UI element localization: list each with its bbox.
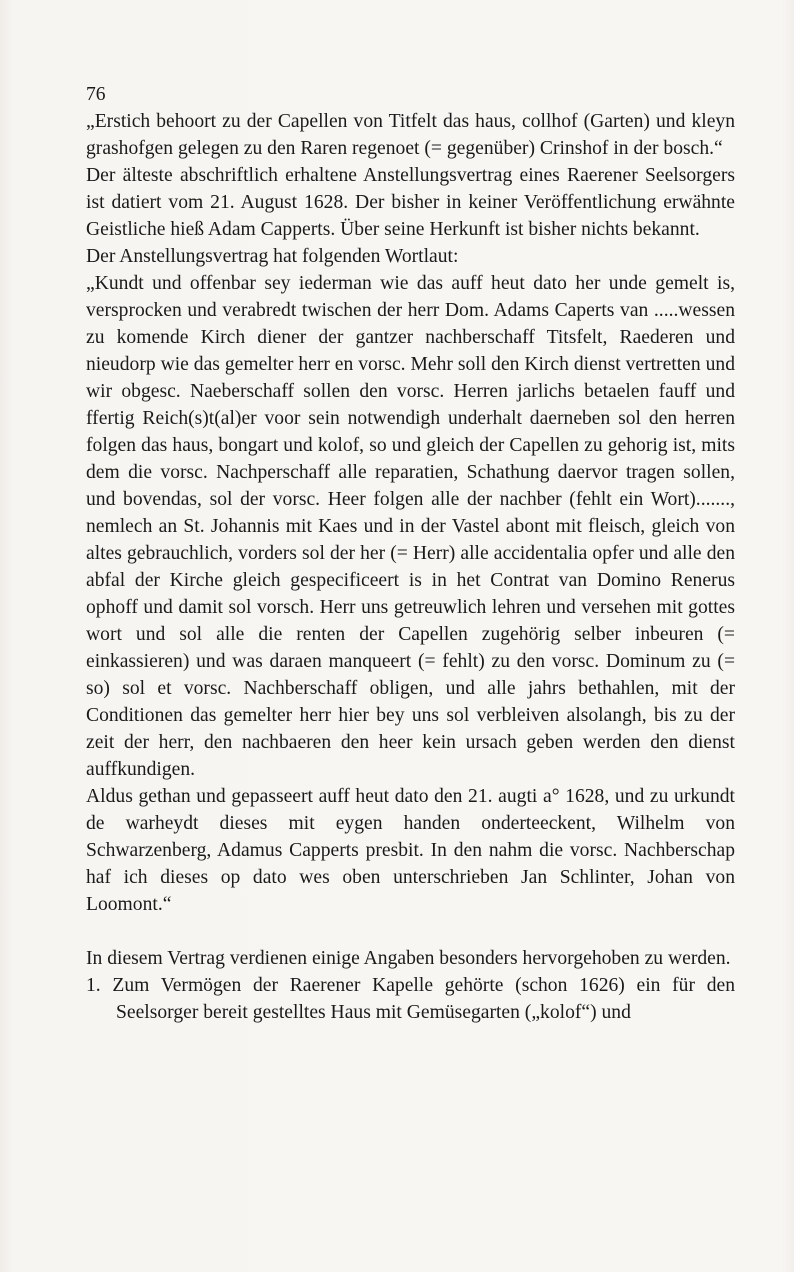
paragraph-contract-signatures: Aldus gethan und gepasseert auff heut dato den 21. augti a° 1628, und zu urkundt de warheydt dieses mit eygen handen onderteeckent, Wilhelm von Schwarzenberg, Adamus Capperts presbit. In den nahm die vorsc. Nachberschap haf ich dieses op dato wes oben unterschrieben Jan Schlinter, Johan von Loomont.“ [86,786,735,915]
paragraph-contract-intro: Der älteste abschriftlich erhaltene Anstellungsvertrag eines Raerener Seelsorgers ist datiert vom 21. August 1628. Der bisher in keiner Veröffentlichung erwähnte Geistliche hieß Adam Capperts. Über seine Herkunft ist bisher nichts bekannt. [86,165,735,240]
paragraph-highlights-intro: In diesem Vertrag verdienen einige Angaben besonders hervorgehoben zu werden. [86,948,731,969]
paragraph-contract-text: „Kundt und offenbar sey iederman wie das auff heut dato her unde gemelt is, versprocken und verabredt twischen der herr Dom. Adams Caperts van .....wessen zu komende Kirch diener der gantzer nachberschaff Titsfelt, Raederen und nieudorp wie das gemelter herr en vorsc. Mehr soll den Kirch dienst vertretten und wir obgesc. Naeberschaff sollen den vorsc. Herren jarlichs betaelen fauff und ffertig Reich(s)t(al)er voor sein notwendigh underhalt daerneben sol den herren folgen das haus, bongart und kolof, so und gleich der Capellen zu gehorig ist, mits dem die vorsc. Nachperschaff alle reparatien, Schathung daervor tragen sollen, und bovendas, sol der vorsc. Heer folgen alle der nachber (fehlt ein Wort)......., nemlech an St. Johannis mit Kaes und in der Vastel abont mit fleisch, gleich von altes gebrauchlich, vorders sol der her (= Herr) alle accidentalia opfer und alle den abfal der Kirche gleich gespecificeert is in het Contrat van Domino Renerus ophoff und damit sol vorsch. Herr uns getreuwlich lehren und versehen mit gottes wort und sol alle die renten der Capellen zugehörig selber inbeuren (= einkassieren) und was daraen manqueert (= fehlt) zu den vorsc. Dominum zu (= so) sol et vorsc. Nachberschaff obligen, und alle jahrs bethahlen, mit der Conditionen das gemelter herr hier bey uns sol verbleiven alsolangh, bis zu der zeit der herr, den nachbaeren den heer kein ursach geben werden den dienst auffkundigen. [86,273,735,780]
paragraph-crinshof-quote: „Erstich behoort zu der Capellen von Titfelt das haus, collhof (Garten) und kleyn grashofgen gelegen zu den Raren regenoet (= gegenüber) Crinshof in der bosch.“ [86,111,735,159]
page-text [86,81,735,1026]
list-item-1: 1. Zum Vermögen der Raerener Kapelle gehörte (schon 1626) ein für den Seelsorger bereit gestelltes Haus mit Gemüsegarten („kolof“) und [86,975,735,1023]
paragraph-gap [86,918,735,945]
paragraph-wording-heading: Der Anstellungsvertrag hat folgenden Wortlaut: [86,246,459,267]
page-number: 76 [86,84,106,105]
